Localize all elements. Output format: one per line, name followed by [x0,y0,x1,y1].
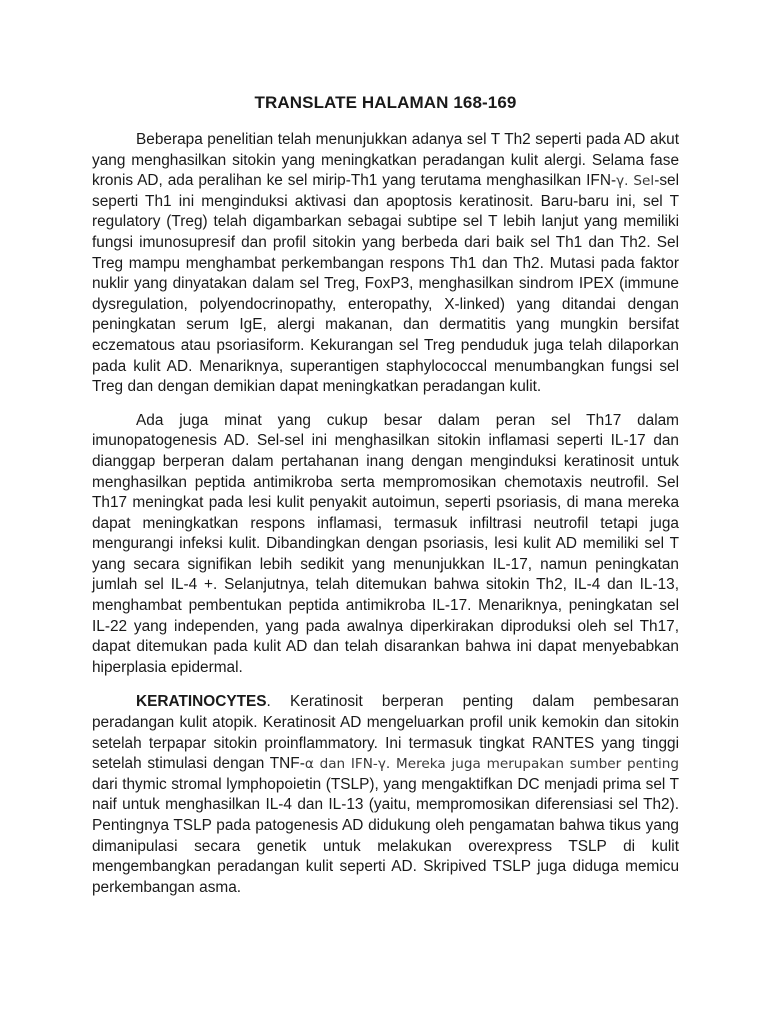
paragraph-keratinocytes [92,692,679,898]
paragraph-text: -sel seperti Th1 ini menginduksi aktivasi dan apoptosis keratinosit. Baru-baru ini, sel T regulatory (Treg) telah digambarkan sebagai subtipe sel T lebih lanjut yang memiliki fungsi imunosupresif dan profil sitokin yang berbeda dari baik sel Th1 dan Th2. Sel Treg mampu menghambat perkembangan respons Th1 dan Th2. Mutasi pada faktor nuklir yang dinyatakan dalam sel Treg, FoxP3, menghasilkan sindrom IPEX (immune dysregulation, polyendocrinopathy, enteropathy, X-linked) yang ditandai dengan peningkatan serum IgE, alergi makanan, dan dermatitis yang mungkin bersifat eczematous atau psoriasiform. Kekurangan sel Treg penduduk juga telah dilaporkan pada kulit AD. Menariknya, superantigen staphylococcal menumbangkan fungsi sel Treg dan dengan demikian dapat meningkatkan peradangan kulit. [92,172,679,396]
paragraph-text: . Keratinosit berperan penting dalam pembesaran peradangan kulit atopik. Keratinosit AD mengeluarkan profil unik kemokin dan sitokin setelah terpapar sitokin proinflammatory. Ini termasuk tingkat RANTES yang tinggi setelah stimulasi dengan TNF- [92,693,679,773]
page-title: TRANSLATE HALAMAN 168-169 [254,93,517,112]
paragraph-text: Beberapa penelitian telah menunjukkan adanya sel T Th2 seperti pada AD akut yang menghasilkan sitokin yang meningkatkan peradangan kulit alergi. Selama fase kronis AD, ada peralihan ke sel mirip-Th1 yang terutama menghasilkan IFN- [92,131,679,190]
paragraph-text-altfont: γ. Sel [616,173,655,190]
paragraph-text: dari thymic stromal lymphopoietin (TSLP), yang mengaktifkan DC menjadi prima sel T naif untuk menghasilkan IL-4 dan IL-13 (yaitu, mempromosikan diferensiasi sel Th2). Pentingnya TSLP pada patogenesis AD didukung oleh pengamatan bahwa tikus yang dimanipulasi secara genetik untuk melakukan overexpress TSLP di kulit mengembangkan peradangan kulit seperti AD. Skripived TSLP juga diduga memicu perkembangan asma. [92,775,679,896]
paragraph-text-altfont: α dan IFN-γ. Mereka juga merupakan sumber penting [304,756,679,773]
paragraph-th17: Ada juga minat yang cukup besar dalam peran sel Th17 dalam imunopatogenesis AD. Sel-sel ini menghasilkan sitokin inflamasi seperti IL-17 dan dianggap berperan dalam pertahanan inang dengan menginduksi keratinosit untuk menghasilkan peptida antimikroba serta mempromosikan chemotaxis neutrofil. Sel Th17 meningkat pada lesi kulit penyakit autoimun, seperti psoriasis, di mana mereka dapat meningkatkan respons inflamasi, termasuk infiltrasi neutrofil tetapi juga mengurangi infeksi kulit. Dibandingkan dengan psoriasis, lesi kulit AD memiliki sel T yang secara signifikan lebih sedikit yang menunjukkan IL-17, namun peningkatan jumlah sel IL-4 +. Selanjutnya, telah ditemukan bahwa sitokin Th2, IL-4 dan IL-13, menghambat pembentukan peptida antimikroba IL-17. Menariknya, peningkatan sel IL-22 yang independen, yang pada awalnya diperkirakan diproduksi oleh sel Th17, dapat ditemukan pada kulit AD dan telah disarankan bahwa ini dapat menyebabkan hiperplasia epidermal. [92,411,679,676]
paragraph-lead-term: KERATINOCYTES [136,693,267,711]
paragraph-th2-th1-treg [92,130,679,398]
